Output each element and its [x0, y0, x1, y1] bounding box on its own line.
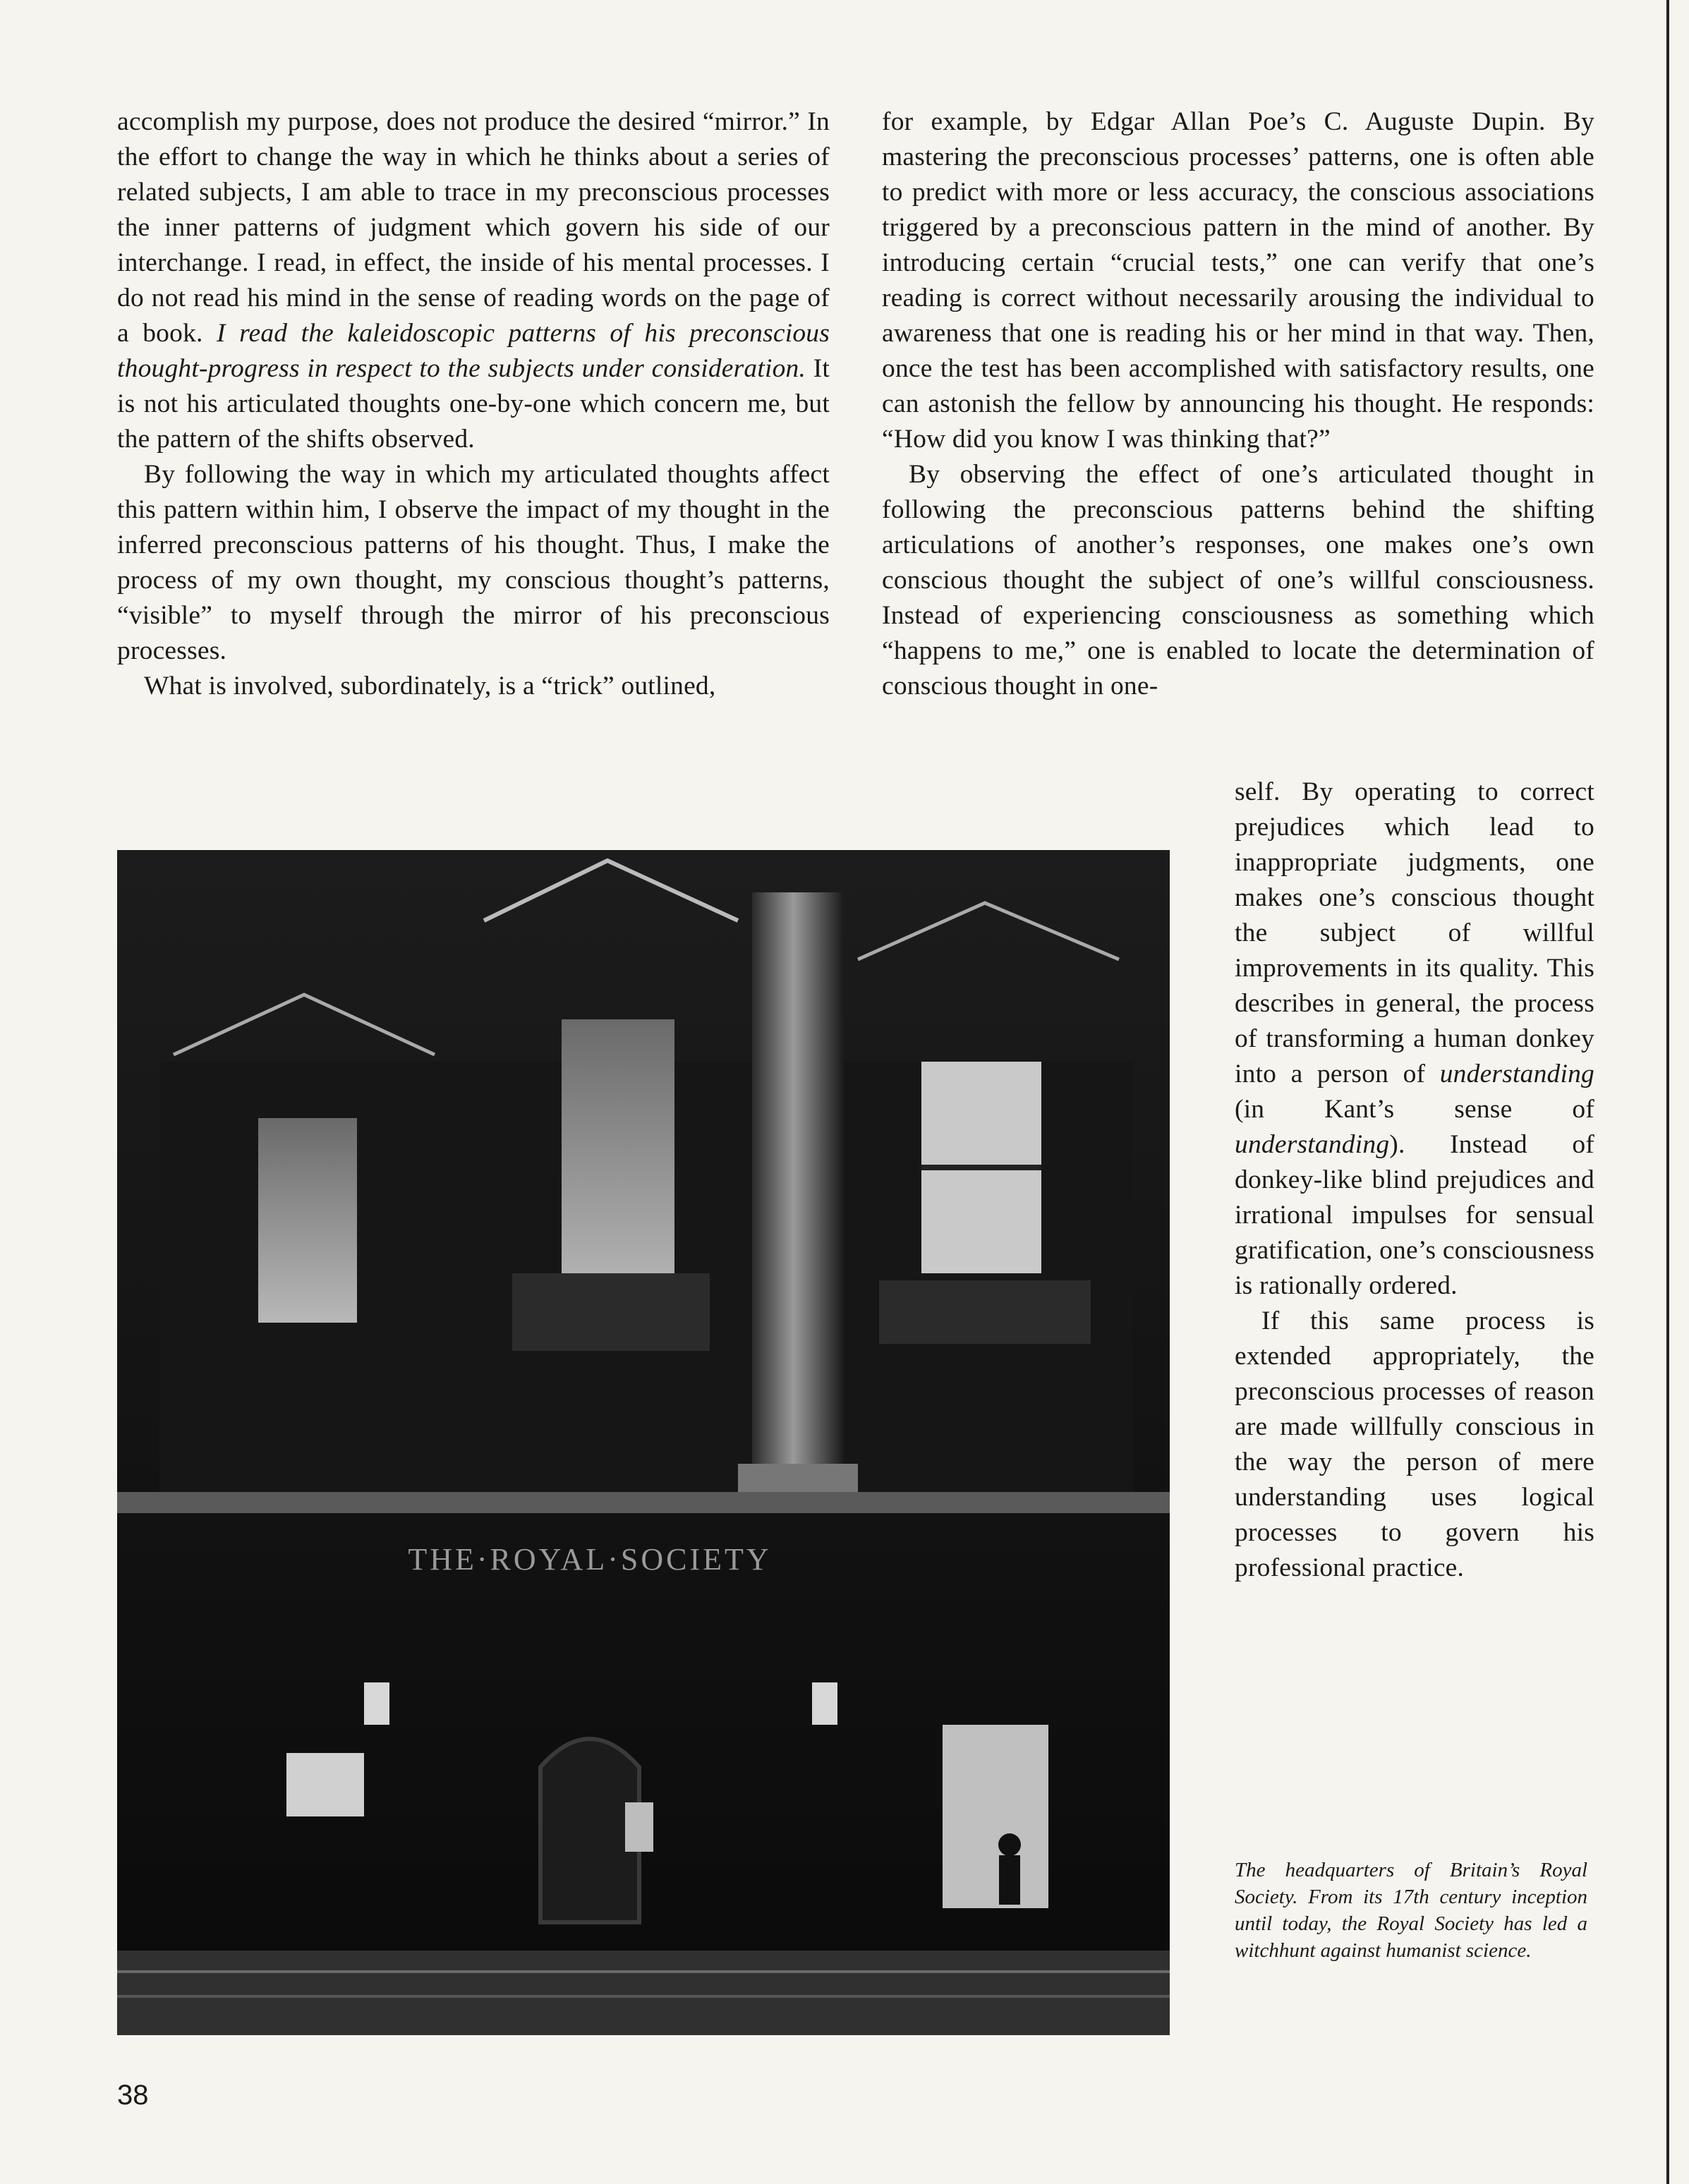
left-paragraph-2: By following the way in which my articulated thoughts affect this pattern within him, I observe the impact of my thought in the inferred preconscious patterns of his thought. Thus, I make the process of my own thought, my conscious thought’s patterns, “visible” to myself through the mirror of his preconscious processes.: [117, 460, 830, 665]
lamp-left: [364, 1682, 389, 1725]
page-number: 38: [117, 2080, 149, 2111]
building-illustration: [117, 850, 1170, 2035]
lit-window: [943, 1725, 1048, 1908]
right-column: [882, 104, 1594, 704]
right-paragraph-1: for example, by Edgar Allan Poe’s C. Auguste Dupin. By mastering the preconscious processes’ patterns, one is often able to predict with more or less accuracy, the conscious associations triggered by a preconscious pattern in the mind of another. By introducing certain “crucial tests,” one can verify that one’s reading is correct without necessarily arousing the individual to awareness that one is reading his or her mind in that way. Then, once the test has been accomplished with satisfactory results, one can astonish the fellow by announcing his thought. He responds: “How did you know I was thinking that?”: [882, 107, 1594, 454]
entrance-steps: [117, 1951, 1170, 2035]
photo-caption: The headquarters of Britain’s Royal Society. From its 17th century inception until today, the Royal Society has led a witchhunt against humanist science.: [1235, 1859, 1587, 1962]
doorway: [540, 1739, 639, 1922]
upper-window-left: [258, 1118, 357, 1323]
stone-column: [752, 892, 844, 1471]
upper-window-center: [562, 1019, 674, 1302]
inscription-text: THE·ROYAL·SOCIETY: [408, 1542, 772, 1577]
right-paragraph-2: By observing the effect of one’s articulated thought in following the preconscious patterns behind the shifting articulations of another’s responses, one makes one’s own conscious thought the subject of one’s willful consciousness. Instead of experiencing consciousness as something which “happens to me,” one is enabled to locate the determination of conscious thought in one-: [882, 460, 1594, 700]
royal-society-photo: [117, 850, 1170, 2035]
lamp-right: [812, 1682, 837, 1725]
left-column: [117, 104, 830, 704]
page-edge-border: [1666, 0, 1669, 2184]
narrow-paragraph-2: If this same process is extended appropriately, the preconscious processes of reason are made willfully conscious in the way the person of mere understanding uses logical processes to govern his professional practice.: [1235, 1306, 1594, 1582]
narrow-paragraph-1: self. By operating to correct prejudices which lead to inappropriate judgments, one makes one’s conscious thought the subject of willful improvements in its quality. This describes in general, the process of transforming a human donkey into a person of understanding (in Kant’s sense of understanding). Instead of donkey-like blind prejudices and irrational impulses for sensual gratification, one’s consciousness is rationally ordered.: [1235, 777, 1594, 1300]
left-paragraph-3: What is involved, subordinately, is a “trick” outlined,: [144, 672, 716, 700]
left-paragraph-1: accomplish my purpose, does not produce the desired “mirror.” In the effort to change the way in which he thinks about a series of related subjects, I am able to trace in my preconscious processes the inner patterns of judgment which govern his side of our interchange. I read, in effect, the inside of his mental processes. I do not read his mind in the sense of reading words on the page of a book. I read the kaleidoscopic patterns of his preconscious thought-progress in respect to the subjects under consideration. It is not his articulated thoughts one-by-one which concern me, but the pattern of the shifts observed.: [117, 107, 830, 454]
italic-emphasis: I read the kaleidoscopic patterns of his preconscious thought-progress in respect to the subjects under consideration.: [117, 319, 830, 383]
narrow-column: [1235, 775, 1594, 1586]
